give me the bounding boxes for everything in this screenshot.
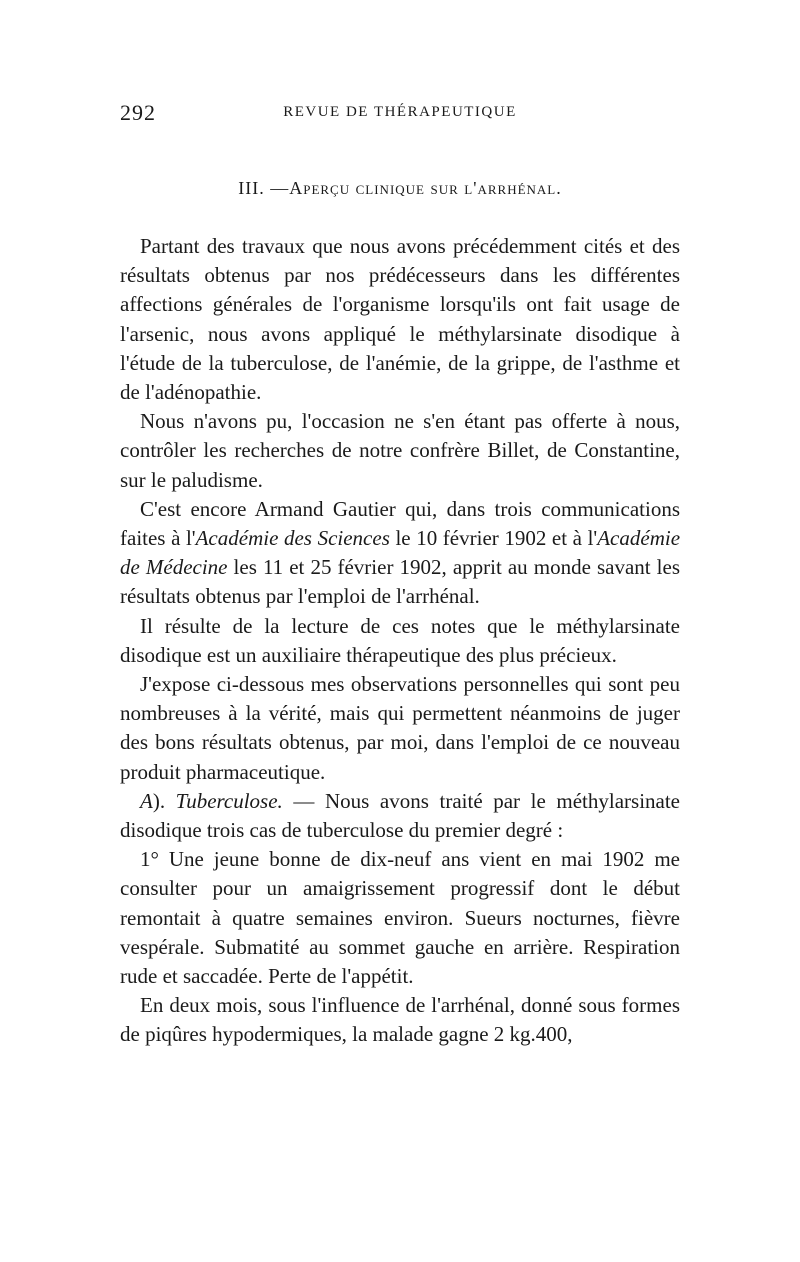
- paragraph-8: En deux mois, sous l'influence de l'arrhénal, donné sous formes de piqûres hypodermiques, la malade gagne 2 kg.400,: [120, 993, 680, 1047]
- paragraph-3-part-a: C'est encore Armand Gautier qui, dans trois communications faites à l': [120, 496, 680, 551]
- page-number: 292: [120, 100, 156, 125]
- subsection-title: Tuberculose.: [175, 788, 283, 813]
- paragraph-3-part-c: le 10 février 1902 et à l': [389, 526, 598, 551]
- section-title: Aperçu clinique sur l'arrhénal.: [289, 178, 562, 198]
- section-numeral: III.: [238, 178, 265, 198]
- paragraph-6: [120, 787, 680, 845]
- section-heading: [120, 178, 680, 199]
- running-head: [120, 100, 680, 130]
- paragraph-7: 1° Une jeune bonne de dix-neuf ans vient en mai 1902 me consulter pour un amaigrissement progressif dont le début remontait à quatre semaines environ. Sueurs nocturnes, fièvre vespérale. Submatité au sommet gauche en arrière. Respiration rude et saccadée. Perte de l'appétit.: [120, 847, 680, 989]
- paragraph-3-part-e: les 11 et 25 février 1902, apprit au monde savant les résultats obtenus par l'emploi de l'arrhénal.: [120, 555, 680, 609]
- academie-de-medecine: Académie de Médecine: [120, 526, 681, 580]
- paragraph-6-text: — Nous avons traité par le méthylarsinate disodique trois cas de tuberculose du premier degré :: [120, 788, 681, 843]
- academie-des-sciences: Académie des Sciences: [195, 526, 390, 551]
- paragraph-3: [120, 495, 680, 612]
- paragraph-5: J'expose ci-dessous mes observations personnelles qui sont peu nombreuses à la vérité, mais qui permettent néanmoins de juger des bons résultats obtenus, par moi, dans l'emploi de ce nouveau produit pharmaceutique.: [120, 672, 680, 784]
- paragraph-2: Nous n'avons pu, l'occasion ne s'en étant pas offerte à nous, contrôler les recherches de notre confrère Billet, de Constantine, sur le paludisme.: [120, 409, 680, 492]
- paragraph-1: Partant des travaux que nous avons précédemment cités et des résultats obtenus par nos prédécesseurs dans les différentes affections générales de l'organisme lorsqu'ils ont fait usage de l'arsenic, nous avons appliqué le méthylarsinate disodique à l'étude de la tuberculose, de l'anémie, de la grippe, de l'asthme et de l'adénopathie.: [120, 234, 680, 405]
- body-text: [120, 232, 680, 1050]
- paragraph-4: Il résulte de la lecture de ces notes que le méthylarsinate disodique est un auxiliaire thérapeutique des plus précieux.: [120, 613, 680, 667]
- section-dash: —: [270, 178, 290, 198]
- journal-title: REVUE DE THÉRAPEUTIQUE: [283, 104, 517, 120]
- subsection-paren: ).: [152, 788, 176, 813]
- subsection-letter: A: [140, 788, 153, 813]
